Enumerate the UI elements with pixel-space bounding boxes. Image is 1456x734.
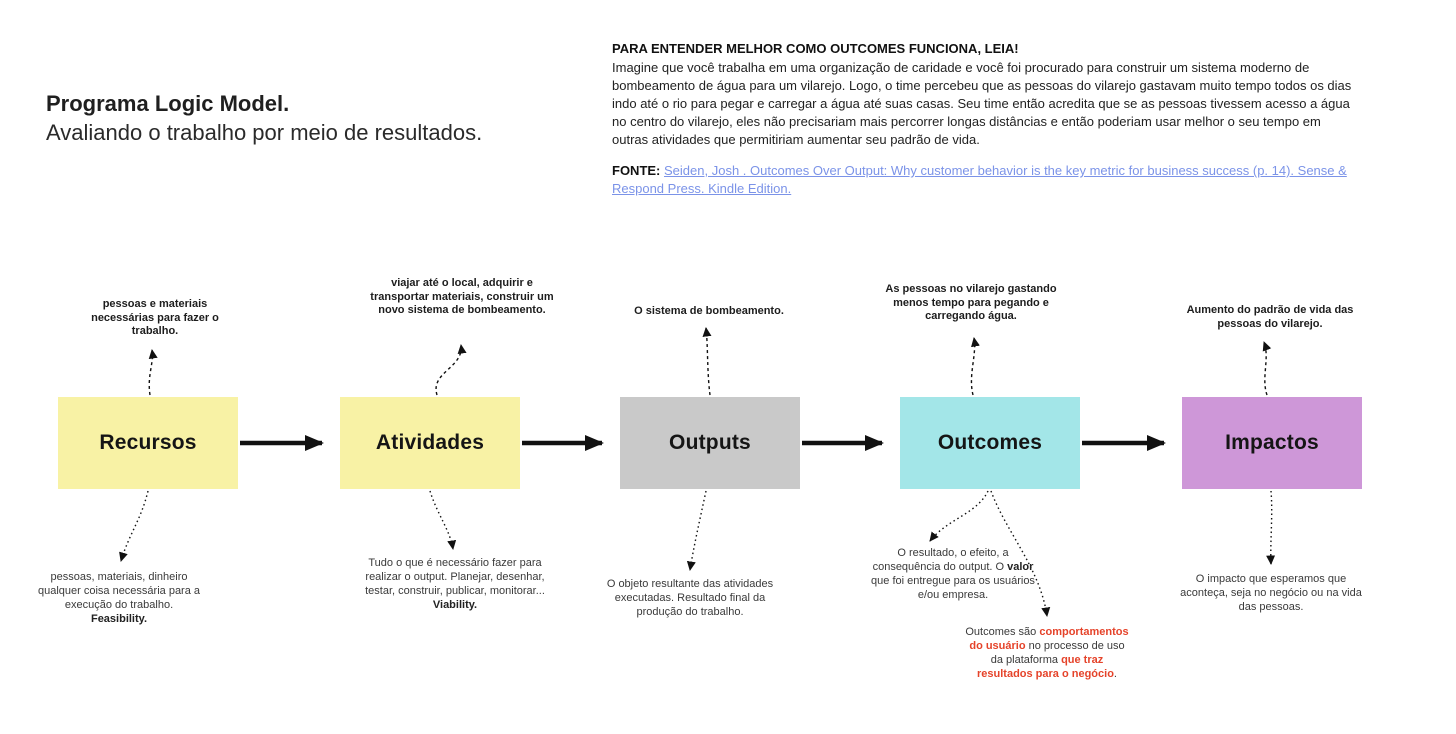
page-title: Programa Logic Model. [46, 91, 290, 116]
note-below-recursos [31, 570, 207, 626]
dashed-connector-impactos-above [1264, 342, 1267, 395]
stage-label-outcomes: Outcomes [937, 431, 1043, 454]
stage-label-recursos: Recursos [99, 431, 197, 454]
explainer-body: Imagine que você trabalha em uma organização de caridade e você foi procurado para construir um sistema moderno de bombeamento de água para um vilarejo. Logo, o time percebeu que as pessoas do vilarejo gastavam muito tempo todos os dias indo até o rio para pegar e carregar a água até suas casas. Seu time então acredita que se as pessoas tivessem acesso a água no centro do vilarejo, eles não precisariam mais percorrer longas distâncias e então poderiam usar melhor o seu tempo em outras atividades que permitiriam aumentar seu padrão de vida. [612, 60, 1352, 147]
stage-box-recursos [58, 397, 238, 489]
stage-box-outcomes [900, 397, 1080, 489]
stage-box-outputs [620, 397, 800, 489]
stage-label-outputs: Outputs [669, 431, 751, 454]
dashed-connector-atividades-above [436, 345, 461, 395]
dotted-connector-impactos-below [1271, 491, 1272, 564]
dotted-connector-outputs-below [690, 491, 706, 570]
note-above-recursos: pessoas e materiais necessárias para fazer o trabalho. [91, 298, 219, 337]
note-below-outcomes [862, 546, 1044, 602]
explainer-heading: PARA ENTENDER MELHOR COMO OUTCOMES FUNCIONA, LEIA! [612, 41, 1019, 56]
dashed-connector-outputs-above [706, 328, 710, 395]
note-below-impactos: O impacto que esperamos que aconteça, seja no negócio ou na vida das pessoas. [1180, 573, 1362, 613]
outcomes-note-seg3: no processo de uso da plataforma [990, 640, 1125, 666]
outcomes-note-seg2: comportamentos do usuário [969, 626, 1129, 652]
note-below-recursos-text: pessoas, materiais, dinheiro qualquer coisa necessária para a execução do trabalho. [37, 571, 201, 611]
note-below-atividades [364, 556, 546, 612]
note-below-outcomes-post: que foi entregue para os usuários e/ou empresa. [871, 575, 1035, 601]
outcomes-note-seg4: que traz resultados para o negócio [977, 654, 1114, 680]
stage-label-impactos: Impactos [1225, 431, 1319, 454]
note-below-atividades-text: Tudo o que é necessário fazer para realizar o output. Planejar, desenhar, testar, construir, publicar, monitorar... [365, 557, 545, 597]
note-above-outcomes: As pessoas no vilarejo gastando menos tempo para pegando e carregando água. [885, 283, 1057, 322]
dotted-connector-recursos-below [121, 491, 148, 561]
page-subtitle: Avaliando o trabalho por meio de resultados. [46, 120, 483, 145]
note-below-recursos-bold: Feasibility. [90, 613, 148, 625]
stage-label-atividades: Atividades [375, 431, 485, 454]
outcomes-note-seg1: Outcomes são [965, 626, 1040, 638]
source-label: FONTE: [612, 163, 661, 178]
source-link[interactable]: Seiden, Josh . Outcomes Over Output: Why customer behavior is the key metric for business success (p. 14). Sense & Respond Press. Kindle Edition. [612, 163, 1347, 196]
stage-box-atividades [340, 397, 520, 489]
note-below-atividades-bold: Viability. [432, 599, 478, 611]
outcomes-note-seg5: . [1113, 668, 1117, 680]
note-below-outputs: O objeto resultante das atividades executadas. Resultado final da produção do trabalho. [606, 578, 774, 618]
note-above-atividades: viajar até o local, adquirir e transportar materiais, construir um novo sistema de bombeamento. [370, 277, 554, 316]
note-below-outcomes-bold: valor [1007, 561, 1034, 573]
dotted-connector-atividades-below [430, 491, 453, 549]
dashed-connector-recursos-above [149, 350, 152, 395]
note-outcomes-behavior [963, 625, 1131, 681]
stage-box-impactos [1182, 397, 1362, 489]
dashed-connector-outcomes-above [971, 338, 974, 395]
note-below-outcomes-pre: O resultado, o efeito, a consequência do output. O [872, 547, 1009, 573]
dotted-connector-outcomes-below-left [930, 491, 988, 541]
note-above-impactos: Aumento do padrão de vida das pessoas do vilarejo. [1186, 304, 1354, 330]
note-above-outputs: O sistema de bombeamento. [634, 305, 784, 317]
